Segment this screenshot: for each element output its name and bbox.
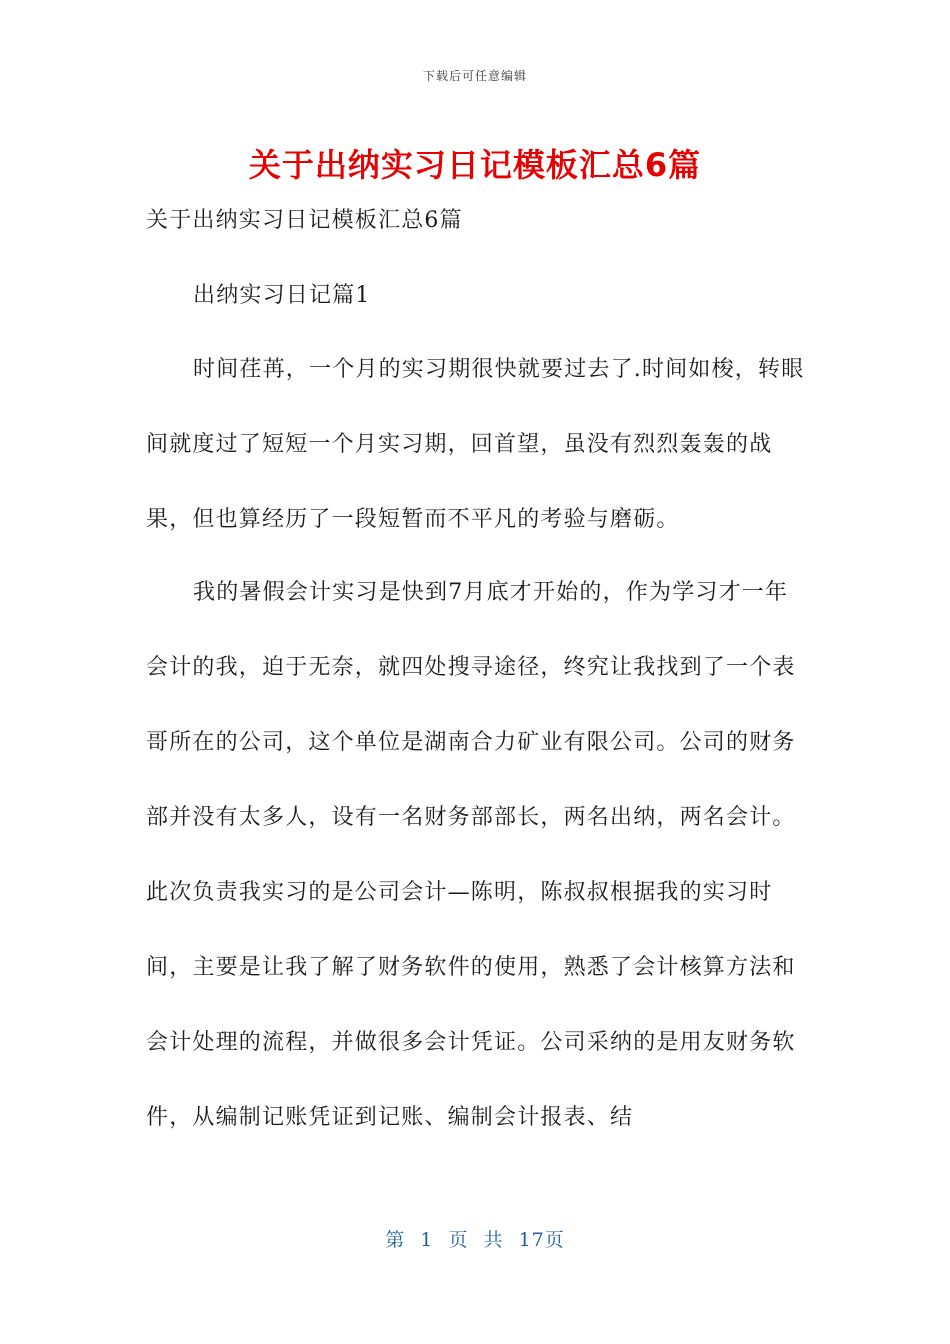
page-number: 1 [420, 1229, 434, 1251]
document-subtitle: 关于出纳实习日记模板汇总6篇 [146, 208, 463, 233]
page-label-mid: 页 [448, 1229, 469, 1251]
total-label-prefix: 共 [483, 1229, 504, 1251]
page-label-prefix: 第 [385, 1229, 406, 1251]
paragraph-1: 时间荏苒，一个月的实习期很快就要过去了.时间如梭，转眼间就度过了短短一个月实习期，回首望，虽没有烈烈轰轰的战果，但也算经历了一段短暂而不平凡的考验与磨砺。 [146, 357, 805, 532]
paragraph-2: 我的暑假会计实习是快到7月底才开始的，作为学习才一年会计的我，迫于无奈，就四处搜寻途径，终究让我找到了一个表哥所在的公司，这个单位是湖南合力矿业有限公司。公司的财务部并没有太多人，设有一名财务部部长，两名出纳，两名会计。此次负责我实习的是公司会计—陈明，陈叔叔根据我的实习时间，主要是让我了解了财务软件的使用，熟悉了会计核算方法和会计处理的流程，并做很多会计凭证。公司采纳的是用友财务软件，从编制记账凭证到记账、编制会计报表、结 [146, 580, 796, 1130]
header-note: 下载后可任意编辑 [422, 69, 527, 83]
total-pages: 17页 [518, 1229, 565, 1251]
page-footer [0, 1225, 950, 1252]
section-heading: 出纳实习日记篇1 [193, 283, 371, 308]
document-title: 关于出纳实习日记模板汇总6篇 [248, 146, 702, 184]
